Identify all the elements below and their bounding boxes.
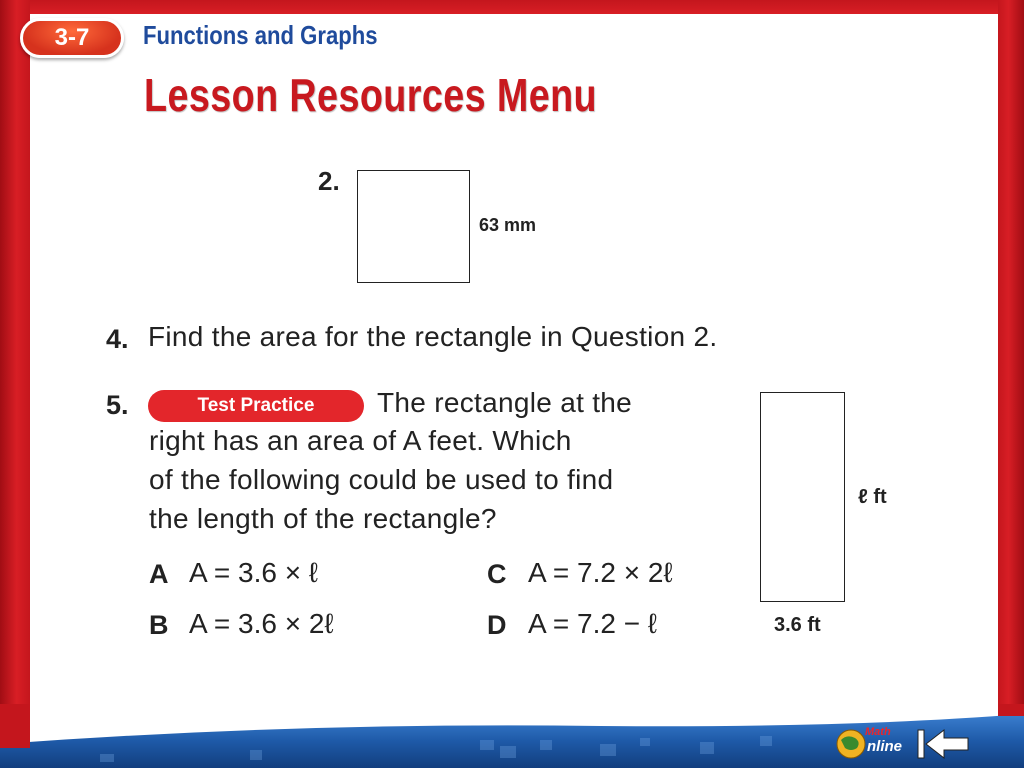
rectangle-length-label: ℓ ft bbox=[858, 486, 887, 508]
question-4-text: Find the area for the rectangle in Question 2. bbox=[148, 321, 718, 352]
square-side-label: 63 mm bbox=[479, 215, 537, 235]
question-5-line-2: right has an area of A feet. Which bbox=[149, 425, 572, 456]
frame-left bbox=[0, 0, 30, 768]
choice-a-expression: A = 3.6 × ℓ bbox=[189, 557, 318, 588]
back-to-start-arrow-icon bbox=[914, 726, 972, 762]
page-heading: Lesson Resources Menu bbox=[144, 69, 597, 121]
frame-right bbox=[998, 0, 1024, 768]
math-online-logo[interactable] bbox=[835, 726, 905, 762]
choice-c-letter: C bbox=[487, 559, 507, 589]
question-2-number: 2. bbox=[318, 166, 340, 196]
math-online-label-bottom: nline bbox=[867, 738, 903, 755]
question-4-number: 4. bbox=[106, 324, 129, 354]
back-button[interactable] bbox=[914, 726, 972, 762]
choice-d-expression: A = 7.2 − ℓ bbox=[528, 608, 657, 639]
frame-top bbox=[0, 0, 1024, 14]
lesson-number-tab bbox=[20, 18, 124, 58]
section-title: Functions and Graphs bbox=[143, 20, 378, 50]
choice-b-letter: B bbox=[149, 610, 169, 640]
question-5-line-1: The rectangle at the bbox=[377, 387, 633, 418]
choice-b-expression: A = 3.6 × 2ℓ bbox=[189, 608, 334, 639]
choice-c-expression: A = 7.2 × 2ℓ bbox=[528, 557, 673, 588]
question-5-line-3: of the following could be used to find bbox=[149, 464, 614, 495]
square-figure bbox=[357, 170, 470, 283]
test-practice-badge: Test Practice bbox=[148, 390, 364, 422]
math-online-label-top: Math bbox=[865, 726, 891, 738]
choice-d-letter: D bbox=[487, 610, 507, 640]
rectangle-width-label: 3.6 ft bbox=[774, 614, 821, 636]
slide-content bbox=[30, 14, 998, 734]
rectangle-figure bbox=[760, 392, 845, 602]
question-5-line-4: the length of the rectangle? bbox=[149, 503, 497, 534]
question-5-number: 5. bbox=[106, 390, 129, 420]
choice-a-letter: A bbox=[149, 559, 169, 589]
lesson-number: 3-7 bbox=[54, 24, 90, 51]
